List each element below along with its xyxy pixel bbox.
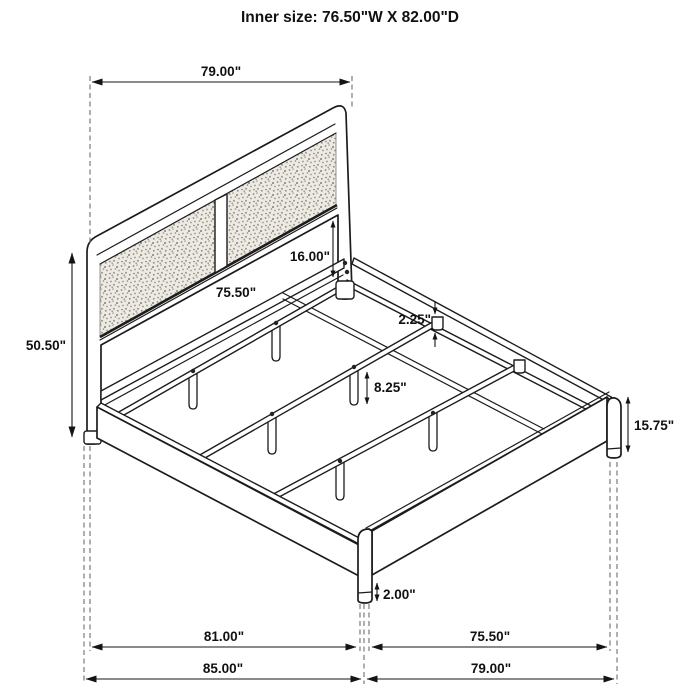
slat-a-leg-1: [189, 374, 197, 409]
headboard-right-post-foot: [336, 281, 354, 299]
slat-b-end-cap: [432, 317, 443, 330]
dim-footboard-foot-label: 2.00": [383, 587, 416, 602]
slat-screw-4: [352, 365, 356, 369]
right-side-rail-ledge: [345, 280, 603, 417]
left-side-rail: [97, 403, 365, 577]
slat-b-leg-1: [268, 417, 276, 454]
slat-screw-3: [270, 412, 274, 416]
slat-screw-5: [338, 459, 342, 463]
slat-a-leg-2: [272, 326, 280, 361]
slat-c-leg-2: [429, 412, 437, 451]
inner-size-title: Inner size: 76.50"W X 82.00"D: [240, 9, 459, 26]
footboard: [358, 392, 621, 603]
dim-headboard-width-label: 75.50": [215, 285, 257, 300]
left-side-rail-top-face: [97, 403, 365, 545]
slat-screw-2: [274, 321, 278, 325]
bracket-screw-1: [343, 261, 347, 265]
left-side-rail-board: [97, 407, 361, 577]
headboard-divider: [215, 194, 227, 273]
dim-headboard-leg-label: 16.00": [289, 249, 330, 264]
dim-foot-width-inner-label: 75.50": [469, 629, 511, 644]
slat-c-leg-1: [336, 462, 344, 500]
dim-footboard-height-label: 15.75": [634, 418, 675, 433]
dim-slat-thickness-label: 2.25": [398, 312, 431, 327]
slat-screw-6: [431, 411, 435, 415]
dim-top-width-label: 79.00": [200, 64, 242, 79]
slat-c-end-cap: [514, 360, 525, 373]
dim-depth-outer-label: 85.00": [202, 661, 244, 676]
dim-headboard-height-label: 50.50": [25, 338, 66, 353]
bracket-screw-2: [345, 270, 349, 274]
dim-slat-leg-label: 8.25": [374, 380, 407, 395]
dim-depth-inner-label: 81.00": [203, 629, 245, 644]
slat-screw-1: [191, 369, 195, 373]
dim-foot-width-outer-label: 79.00": [470, 661, 512, 676]
